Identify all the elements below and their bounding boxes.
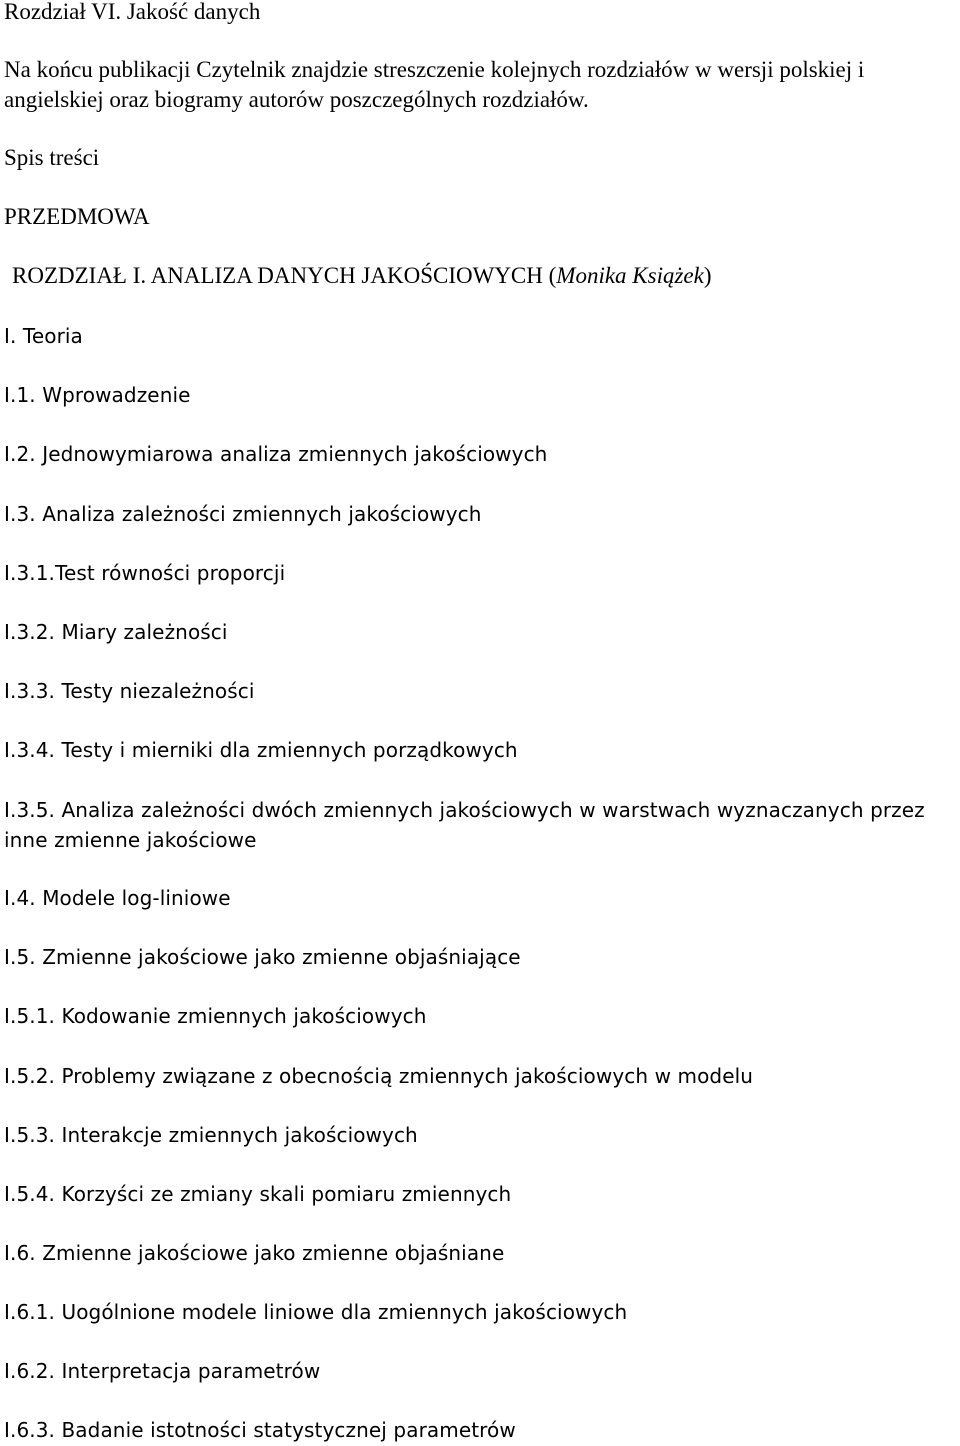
toc-entry: I.1. Wprowadzenie	[4, 383, 191, 407]
chapter-heading	[12, 262, 712, 290]
toc-entry: I.3.1.Test równości proporcji	[4, 561, 286, 585]
toc-entry: I.3.3. Testy niezależności	[4, 679, 255, 703]
toc-entry: I.6.1. Uogólnione modele liniowe dla zmiennych jakościowych	[4, 1300, 628, 1324]
running-header: Rozdział VI. Jakość danych	[4, 0, 261, 24]
toc-entry: I.5.4. Korzyści ze zmiany skali pomiaru zmiennych	[4, 1182, 512, 1206]
preface-entry: PRZEDMOWA	[4, 204, 150, 229]
toc-title: Spis treści	[4, 145, 100, 170]
toc-entry: I.5.1. Kodowanie zmiennych jakościowych	[4, 1004, 427, 1028]
chapter-title: ROZDZIAŁ I. ANALIZA DANYCH JAKOŚCIOWYCH (	[12, 263, 557, 288]
toc-entry: I.4. Modele log-liniowe	[4, 886, 231, 910]
intro-paragraph: Na końcu publikacji Czytelnik znajdzie streszczenie kolejnych rozdziałów w wersji polskiej i angielskiej oraz biogramy autorów poszczególnych rozdziałów.	[4, 57, 865, 112]
toc-entry: I.6.2. Interpretacja parametrów	[4, 1359, 321, 1383]
toc-entry: I. Teoria	[4, 324, 83, 348]
toc-entry: I.3. Analiza zależności zmiennych jakościowych	[4, 502, 482, 526]
chapter-close: )	[703, 263, 712, 288]
toc-entry: I.3.5. Analiza zależności dwóch zmiennych jakościowych w warstwach wyznaczanych przez inne zmienne jakościowe	[4, 798, 925, 852]
toc-entry: I.5.2. Problemy związane z obecnością zmiennych jakościowych w modelu	[4, 1064, 754, 1088]
toc-entry: I.6.3. Badanie istotności statystycznej parametrów	[4, 1418, 516, 1442]
toc-entry: I.6. Zmienne jakościowe jako zmienne objaśniane	[4, 1241, 505, 1265]
chapter-author: Monika Książek	[556, 263, 704, 288]
toc-entry: I.2. Jednowymiarowa analiza zmiennych jakościowych	[4, 442, 548, 466]
toc-entry: I.3.4. Testy i mierniki dla zmiennych porządkowych	[4, 738, 518, 762]
toc-entry: I.5.3. Interakcje zmiennych jakościowych	[4, 1123, 418, 1147]
toc-entry: I.3.2. Miary zależności	[4, 620, 228, 644]
toc-entry: I.5. Zmienne jakościowe jako zmienne objaśniające	[4, 945, 521, 969]
